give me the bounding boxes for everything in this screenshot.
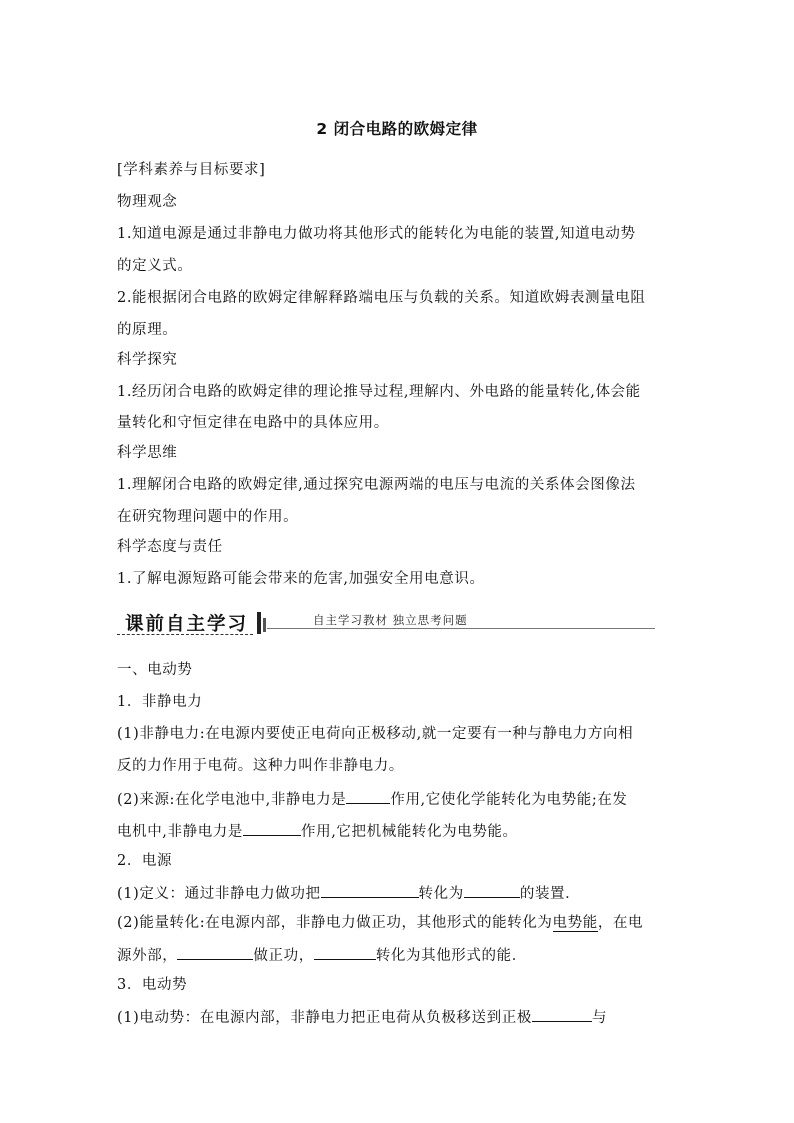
section-heading-emf: 一、电动势 [117, 662, 193, 678]
text-line-with-blank: 源外部， 做正功， 转化为其他形式的能． [117, 944, 682, 966]
page-title: 2 闭合电路的欧姆定律 [316, 120, 478, 138]
fill-blank [243, 820, 301, 836]
banner-title-box [117, 609, 257, 633]
underlined-answer: 电势能 [552, 915, 598, 931]
subheading-power-source: 2．电源 [117, 853, 173, 869]
fill-blank [314, 944, 376, 960]
banner-rule [267, 628, 655, 629]
text-line: 1.经历闭合电路的欧姆定律的理论推导过程,理解内、外电路的能量转化,体会能 [117, 384, 641, 400]
section-banner [117, 609, 655, 639]
banner-divider-bar-thin [263, 618, 266, 632]
text-line: 2.能根据闭合电路的欧姆定律解释路端电压与负载的关系。知道欧姆表测量电阻 [117, 290, 646, 306]
section-heading-goals: [学科素养与目标要求] [117, 162, 266, 178]
text-line: 1.知道电源是通过非静电力做功将其他形式的能转化为电能的装置,知道电动势 [117, 226, 636, 242]
subheading-nonelectrostatic-force: 1．非静电力 [117, 694, 203, 710]
text-line-with-blank: (1)电动势：在电源内部，非静电力把正电荷从负极移送到正极 与 [117, 1006, 682, 1028]
text-line: (1)非静电力:在电源内要使正电荷向正极移动,就一定要有一种与静电力方向相 [117, 726, 634, 742]
subheading-attitude: 科学态度与责任 [117, 539, 223, 555]
subheading-emf: 3．电动势 [117, 977, 188, 993]
fill-blank [464, 882, 520, 898]
fill-blank [321, 882, 419, 898]
banner-dashed-underline [117, 634, 253, 635]
text-line: 在研究物理问题中的作用。 [117, 509, 299, 525]
subheading-scientific-inquiry: 科学探究 [117, 352, 178, 368]
text-line: 1.理解闭合电路的欧姆定律,通过探究电源两端的电压与电流的关系体会图像法 [117, 477, 636, 493]
fill-blank [177, 944, 253, 960]
subheading-physics-concept: 物理观念 [117, 194, 178, 210]
text-line: 反的力作用于电荷。这种力叫作非静电力。 [117, 758, 404, 774]
text-line: 的原理。 [117, 322, 178, 338]
text-line-with-blank: 电机中,非静电力是 作用,它把机械能转化为电势能。 [117, 820, 682, 842]
subheading-scientific-thinking: 科学思维 [117, 445, 178, 461]
text-line: 量转化和守恒定律在电路中的具体应用。 [117, 415, 389, 431]
text-line: 的定义式。 [117, 258, 193, 274]
text-line-with-underline: (2)能量转化:在电源内部，非静电力做正功，其他形式的能转化为电势能，在电 [117, 915, 644, 931]
fill-blank [346, 788, 390, 804]
text-line: 1.了解电源短路可能会带来的危害,加强安全用电意识。 [117, 571, 485, 587]
banner-divider-bar [257, 612, 261, 634]
text-line-with-blank: (2)来源:在化学电池中,非静电力是 作用,它使化学能转化为电势能;在发 [117, 788, 682, 810]
text-line-with-blank: (1)定义：通过非静电力做功把 转化为 的装置． [117, 882, 682, 904]
fill-blank [532, 1006, 592, 1022]
banner-title: 课前自主学习 [125, 614, 249, 635]
banner-subtitle: 自主学习教材 独立思考问题 [313, 613, 468, 627]
